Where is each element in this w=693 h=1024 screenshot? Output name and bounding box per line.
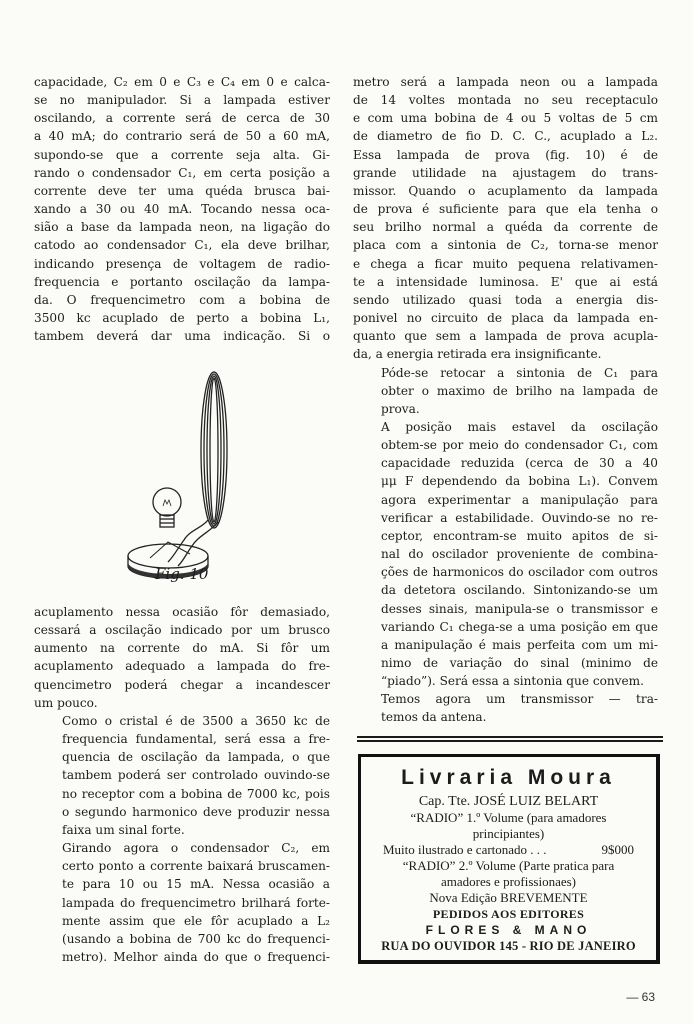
text-line: mente assim que ele fôr acuplado a L₂ (62, 913, 330, 928)
text-line: um pouco. (34, 695, 98, 710)
text-line: oscilando, a corrente será de cerca de 30 (34, 111, 330, 126)
text-line: grande utilidade na ajustagem do trans- (353, 165, 658, 180)
paragraph (34, 603, 330, 712)
ad-title: Livraria Moura (401, 766, 616, 789)
text-line: placa com a sintonia de C₂, torna-se menor (353, 238, 658, 253)
text-line: de 14 voltes montada no seu receptaculo (353, 93, 658, 108)
text-line: ponivel no circuito de placa da lampada en- (353, 311, 658, 326)
text-line: Temos agora um transmissor — tra- (381, 692, 658, 707)
text-line: acuplamento nessa ocasião fôr demasiado, (34, 605, 330, 619)
text-line: frequencia fundamental, será essa a fre- (62, 732, 330, 747)
text-line: ceptor, encontram-se muito apitos de si- (381, 528, 658, 543)
paragraph (353, 418, 658, 690)
text-line: e com uma bobina de 4 ou 5 voltas de 5 cm (353, 111, 658, 126)
text-line: supondo-se que a corrente seja alta. Gi- (34, 147, 330, 162)
text-line: faixa um sinal forte. (62, 822, 185, 837)
text-line: sião a base da lampada neon, na ligação do (34, 220, 330, 235)
text-line: se no manipulador. Si a lampada estiver (34, 93, 330, 108)
right-column-text (353, 73, 658, 727)
text-line: quencimetro poderá chegar a incandescer (34, 677, 330, 692)
paragraph (34, 839, 330, 966)
text-line: de prova é suficiente para que ela tenha o (353, 202, 658, 217)
ad-price-label: Muito ilustrado e cartonado . . . (383, 842, 547, 857)
text-line: variando C₁ chega-se a uma posição em que (381, 619, 658, 634)
text-line: a manipulação é mais perfeita com um mi- (381, 637, 658, 652)
text-line: obtem-se por meio do condensador C₁, com (381, 438, 658, 453)
text-line: Póde-se retocar a sintonia de C₁ para (381, 365, 658, 380)
ad-volume2-line1: “RADIO” 2.º Volume (Parte pratica para (402, 858, 615, 873)
ad-volume1-line2: principiantes) (472, 826, 545, 841)
paragraph (34, 712, 330, 839)
figure-caption: Fig. 10 (155, 565, 209, 583)
text-line: quencia de oscilação da lampada, o que (62, 750, 330, 765)
lamp-coil-illustration (110, 370, 260, 590)
text-line: catodo ao condensador C₁, ela deve brilhar, (34, 238, 330, 253)
text-line: seu brilho normal a quéda da corrente de (353, 220, 658, 235)
left-column-top-text (34, 73, 330, 345)
text-line: tambem poderá ser controlado ouvindo-se (62, 768, 330, 783)
ad-orders-heading: PEDIDOS AOS EDITORES (432, 907, 585, 921)
ad-price-row (361, 842, 656, 858)
text-line: verificar a estabilidade. Ouvindo-se no re- (381, 510, 658, 525)
text-line: a 40 mA; do contrario será de 50 a 60 mA, (34, 129, 330, 144)
ad-volume2-line2: amadores e profissionaes) (440, 874, 576, 889)
text-line: obter o maximo de brilho na lampada de (381, 383, 658, 398)
text-line: metro). Melhor ainda do que o frequenci- (62, 949, 330, 964)
text-line: frequencia e portanto oscilação da lampa- (34, 274, 330, 289)
text-line: acuplamento adequado a lampada do fre- (34, 659, 330, 674)
text-line: agora experimentar a manipulação para (381, 492, 658, 507)
text-line: xando a 30 ou 40 mA. Tocando nessa oca- (34, 202, 330, 217)
text-line: metro será a lampada neon ou a lampada (353, 75, 658, 89)
ad-price-value: 9$000 (601, 842, 634, 857)
text-line: (usando a bobina de 700 kc do frequenci- (62, 931, 330, 946)
text-line: lampada do frequencimetro brilhará forte- (62, 895, 330, 910)
ad-new-edition: Nova Edição BREVEMENTE (429, 890, 588, 905)
text-line: Como o cristal é de 3500 a 3650 kc de (62, 713, 330, 728)
bookstore-advertisement (358, 754, 660, 964)
text-line: “piado”). Será essa a sintonia que convem. (381, 674, 644, 689)
text-line: de diametro de fio D. C. C., acuplado a L₂. (353, 129, 658, 144)
text-line: certo ponto a corrente baixará bruscamen- (62, 859, 330, 874)
ad-author: Cap. Tte. JOSÉ LUIZ BELART (418, 794, 599, 809)
text-line: Girando agora o condensador C₂, em (62, 841, 330, 856)
text-line: missor. Quando o acuplamento da lampada (353, 183, 658, 198)
text-line: quanto que sem a lampada de prova acupla- (353, 329, 658, 344)
text-line: prova. (381, 401, 420, 416)
ad-volume1-line1: “RADIO” 1.º Volume (para amadores (410, 810, 607, 825)
double-rule-divider (357, 736, 663, 742)
text-line: e chega a ficar muito pequena relativamen- (353, 256, 658, 271)
text-line: rando o condensador C₁, em certa posição a (34, 165, 330, 180)
ad-address: RUA DO OUVIDOR 145 - RIO DE JANEIRO (381, 939, 636, 953)
text-line: aumento na corrente do mA. Si fôr um (34, 641, 330, 656)
text-line: desses sinais, manipula-se o transmissor e (381, 601, 658, 616)
paragraph (353, 364, 658, 418)
text-line: te a intensidade luminosa. E' que ai está (353, 274, 658, 289)
text-line: nimo de variação do sinal (minimo de (381, 656, 658, 670)
text-line: capacidade reduzida (cerca de 30 a 40 (381, 456, 658, 471)
ad-publisher: FLORES & MANO (425, 923, 592, 937)
text-line: corrente deve ter uma quéda brusca bai- (34, 183, 330, 198)
text-line: capacidade, C₂ em 0 e C₃ e C₄ em 0 e calca- (34, 75, 330, 89)
text-line: Essa lampada de prova (fig. 10) é de (353, 147, 658, 162)
text-line: nal do oscilador proveniente de combina- (381, 547, 658, 562)
text-line: te para 10 ou 15 mA. Nessa ocasião a (62, 877, 330, 892)
text-line: o segundo harmonico deve produzir nessa (62, 804, 330, 819)
page-number: — 63 (626, 990, 655, 1004)
text-line: cessará a oscilação indicado por um brusco (34, 623, 330, 638)
paragraph (34, 73, 330, 345)
paragraph (353, 690, 658, 726)
text-line: indicando presença de voltagem de radio- (34, 256, 330, 271)
text-line: da, a energia retirada era insignificante. (353, 347, 602, 362)
text-line: no receptor com a bobina de 7000 kc, pois (62, 786, 330, 801)
text-line: sendo utilizado quasi toda a energia dis- (353, 292, 658, 307)
text-line: da detetora oscilando. Sintonizando-se um (381, 583, 658, 598)
text-line: tambem deverá dar uma indicação. Si o (34, 329, 330, 344)
left-column-bottom-text (34, 603, 330, 966)
text-line: temos da antena. (381, 710, 487, 725)
text-line: μμ F dependendo da bobina L₁). Convem (381, 474, 658, 489)
paragraph (353, 73, 658, 364)
text-line: ções de harmonicos do oscilador com outros (381, 565, 658, 580)
text-line: A posição mais estavel da oscilação (381, 419, 658, 434)
text-line: da. O frequencimetro com a bobina de (34, 292, 330, 307)
text-line: 3500 kc acuplado de perto a bobina L₁, (34, 311, 330, 326)
